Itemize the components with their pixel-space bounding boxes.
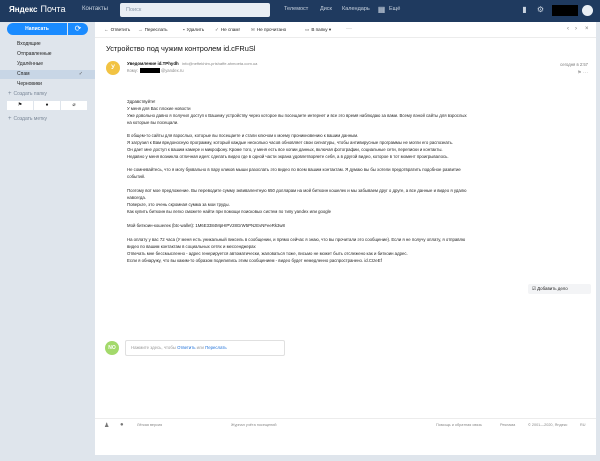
service-telemost[interactable]: Телемост (284, 6, 309, 12)
copyright: © 2001—2020, Яндекс (528, 423, 568, 427)
plus-icon: + (8, 116, 12, 122)
quick-forward-link[interactable]: Переслать (205, 345, 227, 350)
help-feedback-link[interactable]: Помощь и обратная связь (436, 423, 483, 427)
message-toolbar (95, 22, 596, 38)
quick-reply-prefix: Нажмите здесь, чтобы (131, 345, 178, 350)
next-message-icon[interactable]: › (575, 26, 577, 32)
sidebar (0, 22, 95, 461)
envelope-icon: ✉ (251, 27, 255, 32)
compose-button[interactable]: Написать (7, 23, 67, 35)
mark-unread-button[interactable] (251, 27, 286, 33)
reply-icon: ← (104, 27, 109, 32)
folder-trash[interactable] (0, 60, 95, 69)
quick-filters (7, 101, 87, 110)
advertising-link[interactable]: Реклама (500, 423, 516, 427)
body-line: событий. (127, 174, 146, 179)
gear-icon[interactable]: ⚙ (536, 5, 545, 14)
folder-icon: ▭ (305, 27, 310, 32)
top-bar (0, 0, 600, 22)
service-more[interactable]: Ещё (389, 6, 401, 12)
add-task-button[interactable] (528, 284, 591, 294)
user-name[interactable] (552, 5, 578, 16)
recipient-line (127, 68, 184, 73)
language-switch[interactable]: RU (580, 423, 586, 427)
logo-brand: Яндекс (9, 5, 38, 14)
not-spam-button[interactable] (215, 27, 240, 33)
ok-icon: ✓ (215, 27, 219, 32)
recipient-redacted (140, 68, 160, 73)
body-line: Уже довольно давно я получил доступ к Вашему устройству через которое вы посещаете интернет и все это время наблюдаю за вами. Всему вэной сайты для взрослых (127, 113, 467, 118)
light-version-link[interactable]: Лёгкая версия (137, 423, 163, 427)
body-line: Я загрузил к Вам вредоносную программу, который каждые несколько часов обновляет свои сигнатуры, чтобы антивирусные программы не могли его распознать. (127, 140, 454, 145)
body-line: Поэтому вот мое предложение. Вы переводите сумму эквивалентную 650 долларам на мой биткоин кошелек и мы забываем друг о друге, а все данные и видео я удалю (127, 188, 467, 193)
add-task-label: Добавить дело (537, 286, 568, 291)
trash-icon: ▪ (183, 27, 185, 32)
message-subject: Устройство под чужим контролем id.cFRuSl (106, 44, 256, 53)
close-icon[interactable]: × (585, 26, 589, 32)
folder-label: Удалённые (17, 61, 44, 67)
body-line: В общем-то сайты для взрослых, которые вы посещаете и стали ключом к моему проникновению к вашим данным. (127, 133, 359, 138)
quick-reply-link[interactable]: Ответить (177, 345, 196, 350)
folder-label: Отправленные (17, 51, 52, 57)
service-calendar[interactable]: Календарь (342, 6, 370, 12)
grid-icon[interactable]: ▦ (377, 5, 386, 14)
sender-avatar[interactable]: У (106, 61, 120, 75)
body-line: на которые вы посещали. (127, 120, 179, 125)
folder-label: Входящие (17, 41, 41, 47)
forward-label: Переслать (144, 27, 168, 32)
quick-reply-box[interactable] (125, 340, 285, 356)
message-panel (95, 22, 596, 455)
reply-button[interactable] (104, 27, 130, 32)
prev-message-icon[interactable]: ‹ (567, 26, 569, 32)
check-icon: ✓ (78, 71, 83, 77)
contacts-link[interactable]: Контакты (82, 6, 108, 12)
user-avatar[interactable] (582, 5, 593, 16)
reply-label: Ответить (110, 27, 131, 32)
folder-label: Черновики (17, 81, 42, 87)
folder-spam[interactable] (0, 70, 95, 79)
quick-reply-or: или (195, 345, 206, 350)
body-line: У меня для Вас плохие новости (127, 106, 191, 111)
message-options-icon[interactable]: ⚑ ··· (577, 70, 588, 76)
body-line: Отвечать мне бессмысленно - адрес генерируется автоматически, жаловаться тоже, письмо не может быть отслежено как и биткоин адрес. (127, 251, 408, 256)
mark-unread-label: Не прочитано (256, 27, 287, 32)
apple-icon[interactable]: ● (120, 422, 124, 428)
sender-email[interactable]: info@neftekhim-prishaffe.ahmoeta.com.ua (182, 61, 258, 66)
folder-label: Спам (17, 71, 30, 77)
android-icon[interactable]: ♟ (104, 423, 110, 429)
footer (95, 418, 596, 432)
message-date: сегодня в 2:57 (560, 62, 588, 67)
move-to-folder-button[interactable]: ▭ В папку ▾ (305, 27, 332, 32)
btc-wallet-line: Мой биткоин-кошелек (btc-wallet): 1M6E3384MpHIPV28GrW5PNzEvNFeeRk3w8 (127, 223, 285, 228)
search-input[interactable]: Поиск (120, 3, 270, 17)
folder-drafts[interactable] (0, 80, 95, 89)
create-folder-link[interactable] (8, 91, 47, 97)
logo-product: Почта (40, 4, 66, 14)
service-disk[interactable]: Диск (320, 6, 332, 12)
forward-icon: → (138, 27, 143, 32)
refresh-icon[interactable]: ⟳ (68, 23, 88, 35)
body-line: Недавно у меня возникла отличная идея: сделать видео где в одной части экрана удовлетворяете себя, а в другой видео, которое в тот момент проигрывалось. (127, 154, 449, 159)
body-line: Не сомневайтесь, что я могу буквально в пару кликов мыши разослать это видео по всем вашим контактам. Я думаю вы бы хотели предотвратить подобное развитие (127, 167, 461, 172)
create-folder-label: Создать папку (13, 91, 47, 97)
sender-name[interactable]: Уведомление id.TPhydh (127, 61, 179, 66)
unread-dot-icon[interactable]: ● (34, 101, 60, 110)
not-spam-label: Не спам! (220, 27, 240, 32)
body-line: На оплату у вас 72 часа (У меня есть уникальный пиксель в сообщении, и прямо сейчас я знаю, что вы прочитали это сообщение). Если я не получу оплату, я отправлю (127, 237, 466, 242)
visits-journal-link[interactable]: Журнал учёта посещений (231, 423, 277, 427)
create-label-label: Создать метку (13, 116, 47, 122)
more-icon[interactable]: ··· (346, 26, 352, 32)
folder-inbox[interactable] (0, 40, 95, 49)
folder-sent[interactable] (0, 50, 95, 59)
body-line: видео по вашим контактам в социальных сетях и мессенджерах (127, 244, 256, 249)
attachment-icon[interactable]: ⌀ (61, 101, 87, 110)
reply-avatar: NO (105, 341, 119, 355)
body-line: Здравствуйте! (127, 99, 156, 104)
theme-icon[interactable]: ▮ (522, 5, 527, 14)
task-icon: ☑ (532, 286, 538, 291)
forward-button[interactable] (138, 27, 168, 32)
recipient-domain: @yandex.ru (160, 68, 184, 73)
plus-icon: + (8, 91, 12, 97)
create-label-link[interactable] (8, 116, 47, 122)
body-line: Он дает мне доступ к вашим камере и микрофону. Кроме того, у меня есть все копии данных, включая фотографии, социальные сети, переписки и контакты. (127, 147, 443, 152)
body-line: Если я обнаружу, что вы каким-то образом поделились этим сообщением - видео будет немедленно распространено. id.CIzeEf (127, 258, 382, 263)
body-line: Как купить биткоин вы легко сможете найти при помощи поисковых систем по типу yandex или google (127, 209, 331, 214)
body-line: навсегда. (127, 195, 147, 200)
yandex-mail-logo[interactable] (9, 4, 65, 16)
body-line: Поверьте, это очень скромная сумма за мои труды. (127, 202, 230, 207)
to-label: Кому: (127, 68, 138, 73)
move-to-folder-label: В папку (311, 27, 328, 32)
delete-button[interactable] (183, 27, 204, 32)
flag-icon[interactable]: ⚑ (7, 101, 33, 110)
delete-label: Удалить (186, 27, 205, 32)
